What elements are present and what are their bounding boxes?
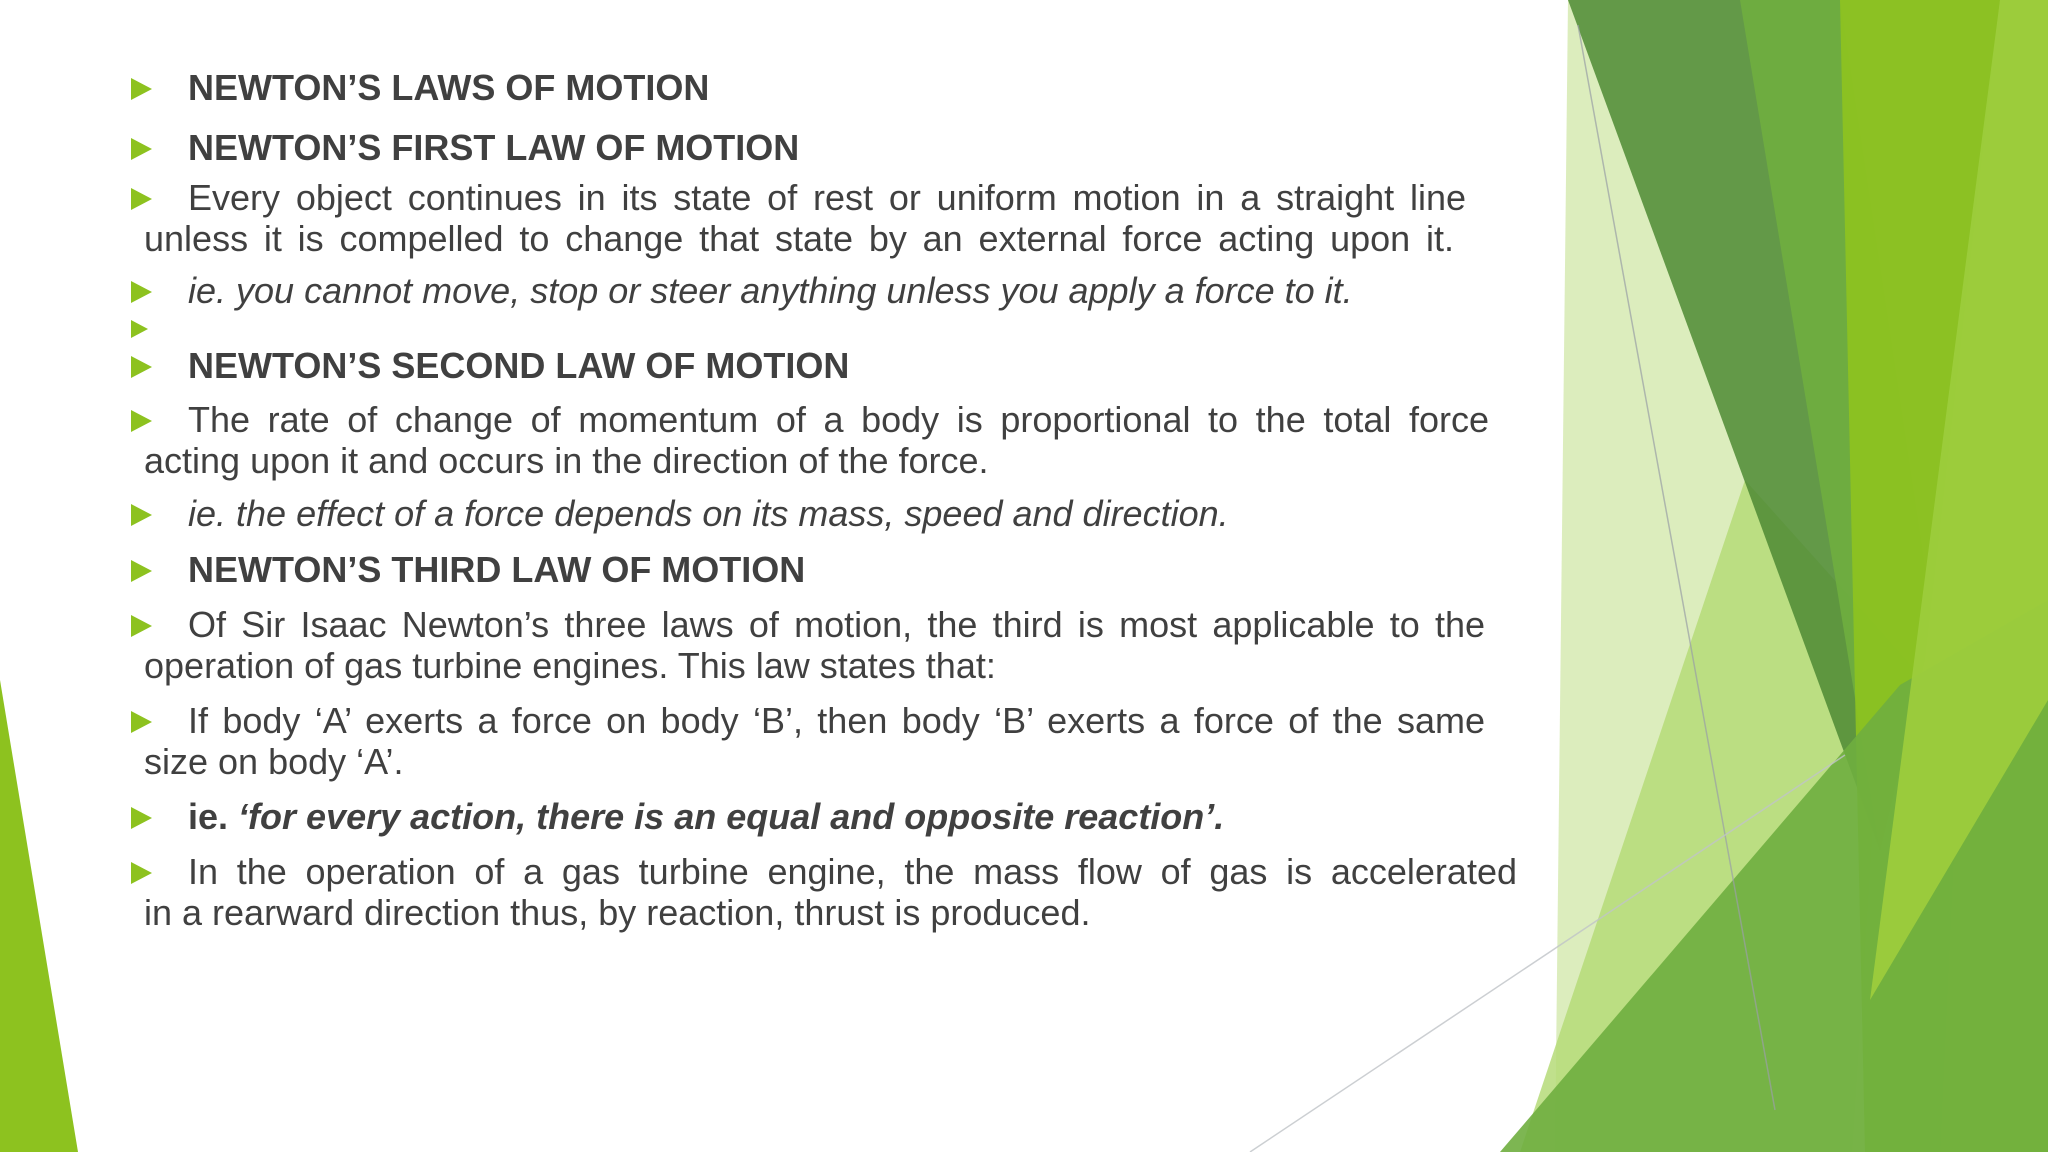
bullet-icon	[131, 78, 152, 100]
third-law-intro-line2: operation of gas turbine engines. This law states that:	[144, 645, 996, 686]
first-law-heading: NEWTON’S FIRST LAW OF MOTION	[188, 127, 800, 168]
bullet-icon	[131, 281, 152, 303]
slide-title: NEWTON’S LAWS OF MOTION	[188, 67, 710, 108]
third-law-heading: NEWTON’S THIRD LAW OF MOTION	[188, 549, 806, 590]
third-law-text-line2: size on body ‘A’.	[144, 741, 404, 782]
second-law-text-line1: The rate of change of momentum of a body is proportional to the total force	[188, 399, 1489, 440]
bullet-icon	[131, 188, 152, 210]
bullet-icon	[131, 807, 152, 829]
third-law-ie-prefix: ie.	[188, 796, 239, 837]
third-law-ie	[188, 796, 1224, 838]
third-law-intro-line1: Of Sir Isaac Newton’s three laws of motion, the third is most applicable to the	[188, 604, 1485, 645]
turbine-text-line1: In the operation of a gas turbine engine, the mass flow of gas is accelerated	[188, 851, 1517, 892]
bullet-icon	[131, 504, 152, 526]
bullet-icon	[131, 356, 152, 378]
first-law-text-line1: Every object continues in its state of rest or uniform motion in a straight line	[188, 177, 1466, 218]
bullet-icon	[131, 410, 152, 432]
turbine-text-line2: in a rearward direction thus, by reaction, thrust is produced.	[144, 892, 1091, 933]
third-law-ie-quote: ‘for every action, there is an equal and opposite reaction’.	[238, 796, 1225, 837]
bullet-icon	[131, 615, 152, 637]
second-law-heading: NEWTON’S SECOND LAW OF MOTION	[188, 345, 850, 386]
third-law-text-line1: If body ‘A’ exerts a force on body ‘B’, then body ‘B’ exerts a force of the same	[188, 700, 1485, 741]
first-law-ie: ie. you cannot move, stop or steer anything unless you apply a force to it.	[188, 270, 1353, 311]
bullet-icon	[131, 560, 152, 582]
bullet-icon	[131, 138, 152, 160]
first-law-text-line2: unless it is compelled to change that state by an external force acting upon it.	[144, 218, 1454, 259]
empty-bullet-icon	[131, 320, 148, 338]
second-law-text-line2: acting upon it and occurs in the direction of the force.	[144, 440, 989, 481]
bullet-icon	[131, 711, 152, 733]
left-edge-facet	[0, 680, 78, 1152]
bullet-icon	[131, 862, 152, 884]
second-law-ie: ie. the effect of a force depends on its mass, speed and direction.	[188, 493, 1229, 534]
